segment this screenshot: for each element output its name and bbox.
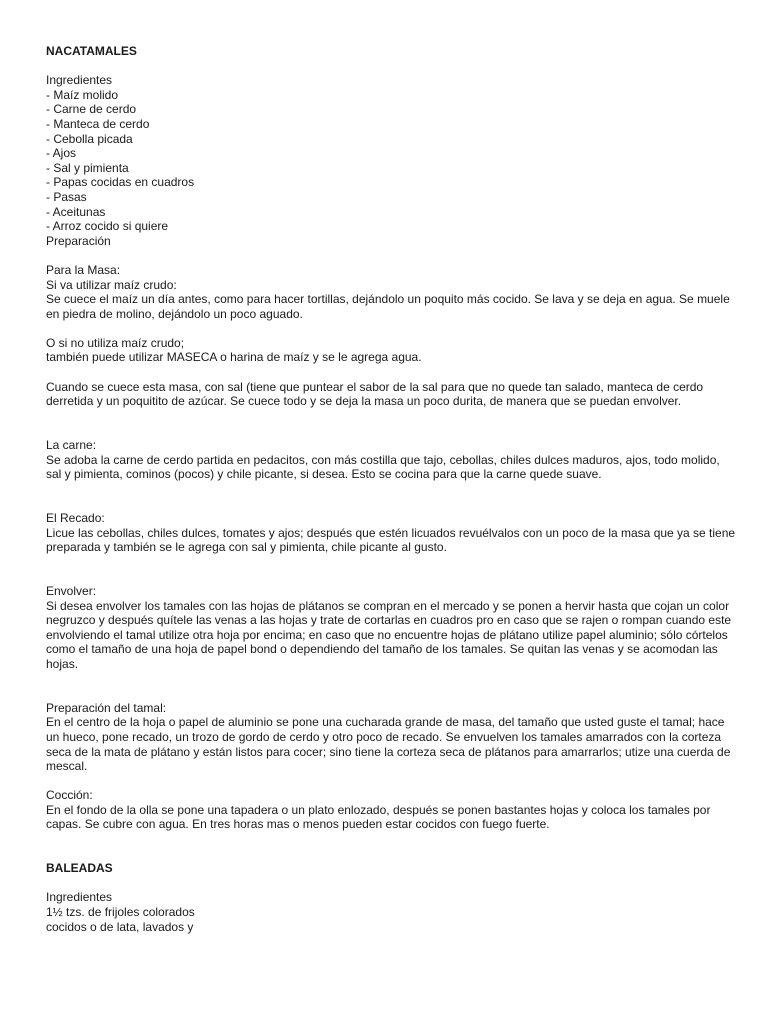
ingredient-item: - Manteca de cerdo xyxy=(46,116,150,131)
envolver-text: Si desea envolver los tamales con las hojas de plátanos se compran en el mercado y se ponen a hervir hasta que cojan un color negruzco y después quítele las venas a las hojas y trate de cortarlas en cuadros pro en caso que se rajen o rompan cuando este envolviendo el tamal utilize otra hoja por encima; en caso que no encuentre hojas de plátano utilize papel aluminio; sólo córtelos como el tamaño de una hoja de papel bond o dependiendo del tamaño de los tamales. Se quitan las venas y se acomodan las hojas. xyxy=(46,598,732,671)
carne-label: La carne: xyxy=(46,438,97,453)
masa-alt-label: O si no utiliza maíz crudo; xyxy=(46,335,185,350)
ingredient-item: - Cebolla picada xyxy=(46,131,133,146)
ingredient-item: - Ajos xyxy=(46,146,77,161)
spacer xyxy=(46,876,736,891)
masa-raw-text: Se cuece el maíz un día antes, como para hacer tortillas, dejándolo un poquito más cocido. Se lava y se deja en agua. Se muele en piedra de molino, dejándolo un poco aguado. xyxy=(46,292,730,321)
ingredient-item: - Sal y pimienta xyxy=(46,160,129,175)
recipe-title-baleadas: BALEADAS xyxy=(46,861,113,876)
ingredient-item: 1½ tzs. de frijoles colorados xyxy=(46,905,195,920)
tamal-text: En el centro de la hoja o papel de aluminio se pone una cucharada grande de masa, del tamaño que usted guste el tamal; hace un hueco, pone recado, un trozo de gordo de cerdo y otro poco de recado. Se envuelven los tamales amarrados con la corteza seca de la mata de plátano y están listos para cocer; sino tiene la corteza seca de plátanos para amarrarlos; utize una cuerda de mescal. xyxy=(46,715,731,774)
masa-cook-text: Cuando se cuece esta masa, con sal (tiene que puntear el sabor de la sal para que no quede tan salado, manteca de cerdo derretida y un poquitito de azúcar. Se cuece todo y se deja la masa un poco durita, de manera que se puedan envolver. xyxy=(46,379,704,409)
ingredient-item: - Maíz molido xyxy=(46,87,119,102)
ingredient-item: - Arroz cocido si quiere xyxy=(46,219,169,234)
recado-label: El Recado: xyxy=(46,511,105,525)
masa-raw-label: Si va utilizar maíz crudo: xyxy=(46,277,177,292)
ingredient-item: - Papas cocidas en cuadros xyxy=(46,175,195,190)
masa-label: Para la Masa: xyxy=(46,262,121,277)
coccion-text: En el fondo de la olla se pone una tapadera o un plato enlozado, después se ponen bastantes hojas y coloca los tamales por capas. Se cubre con agua. En tres horas mas o menos pueden estar cocidos con fuego fuerte. xyxy=(46,802,711,832)
spacer xyxy=(46,365,736,380)
ingredient-item: - Aceitunas xyxy=(46,204,106,219)
baleadas-ingredients-label: Ingredientes xyxy=(46,890,113,905)
preparation-label: Preparación xyxy=(46,233,111,248)
recipe-title-nacatamales: NACATAMALES xyxy=(46,44,137,58)
carne-text: Se adoba la carne de cerdo partida en pedacitos, con más costilla que tajo, cebollas, chiles dulces maduros, ajos, todo molido, sal y pimienta, cominos (pocos) y chile picante, si desea. Esto se cocina para que la carne quede suave. xyxy=(46,452,720,482)
spacer xyxy=(46,482,736,511)
spacer xyxy=(46,409,736,438)
spacer xyxy=(46,321,736,336)
ingredients-list xyxy=(46,88,736,234)
spacer xyxy=(46,59,736,74)
recado-text: Licue las cebollas, chiles dulces, tomates y ajos; después que estén licuados revuélvalos con un poco de la masa que ya se tiene preparada y también se le agrega con sal y pimienta, chile picante al gusto. xyxy=(46,525,736,555)
spacer xyxy=(46,774,736,789)
tamal-label: Preparación del tamal: xyxy=(46,700,167,715)
spacer xyxy=(46,555,736,584)
ingredient-item: - Pasas xyxy=(46,189,87,204)
spacer xyxy=(46,248,736,263)
recipe-document xyxy=(46,44,736,934)
coccion-label: Cocción: xyxy=(46,788,93,803)
ingredient-item: cocidos o de lata, lavados y xyxy=(46,919,194,934)
masa-alt-text: también puede utilizar MASECA o harina de maíz y se le agrega agua. xyxy=(46,350,422,365)
spacer xyxy=(46,832,736,861)
envolver-label: Envolver: xyxy=(46,583,97,598)
ingredient-item: - Carne de cerdo xyxy=(46,102,137,117)
spacer xyxy=(46,672,736,701)
ingredients-label: Ingredientes xyxy=(46,73,113,88)
